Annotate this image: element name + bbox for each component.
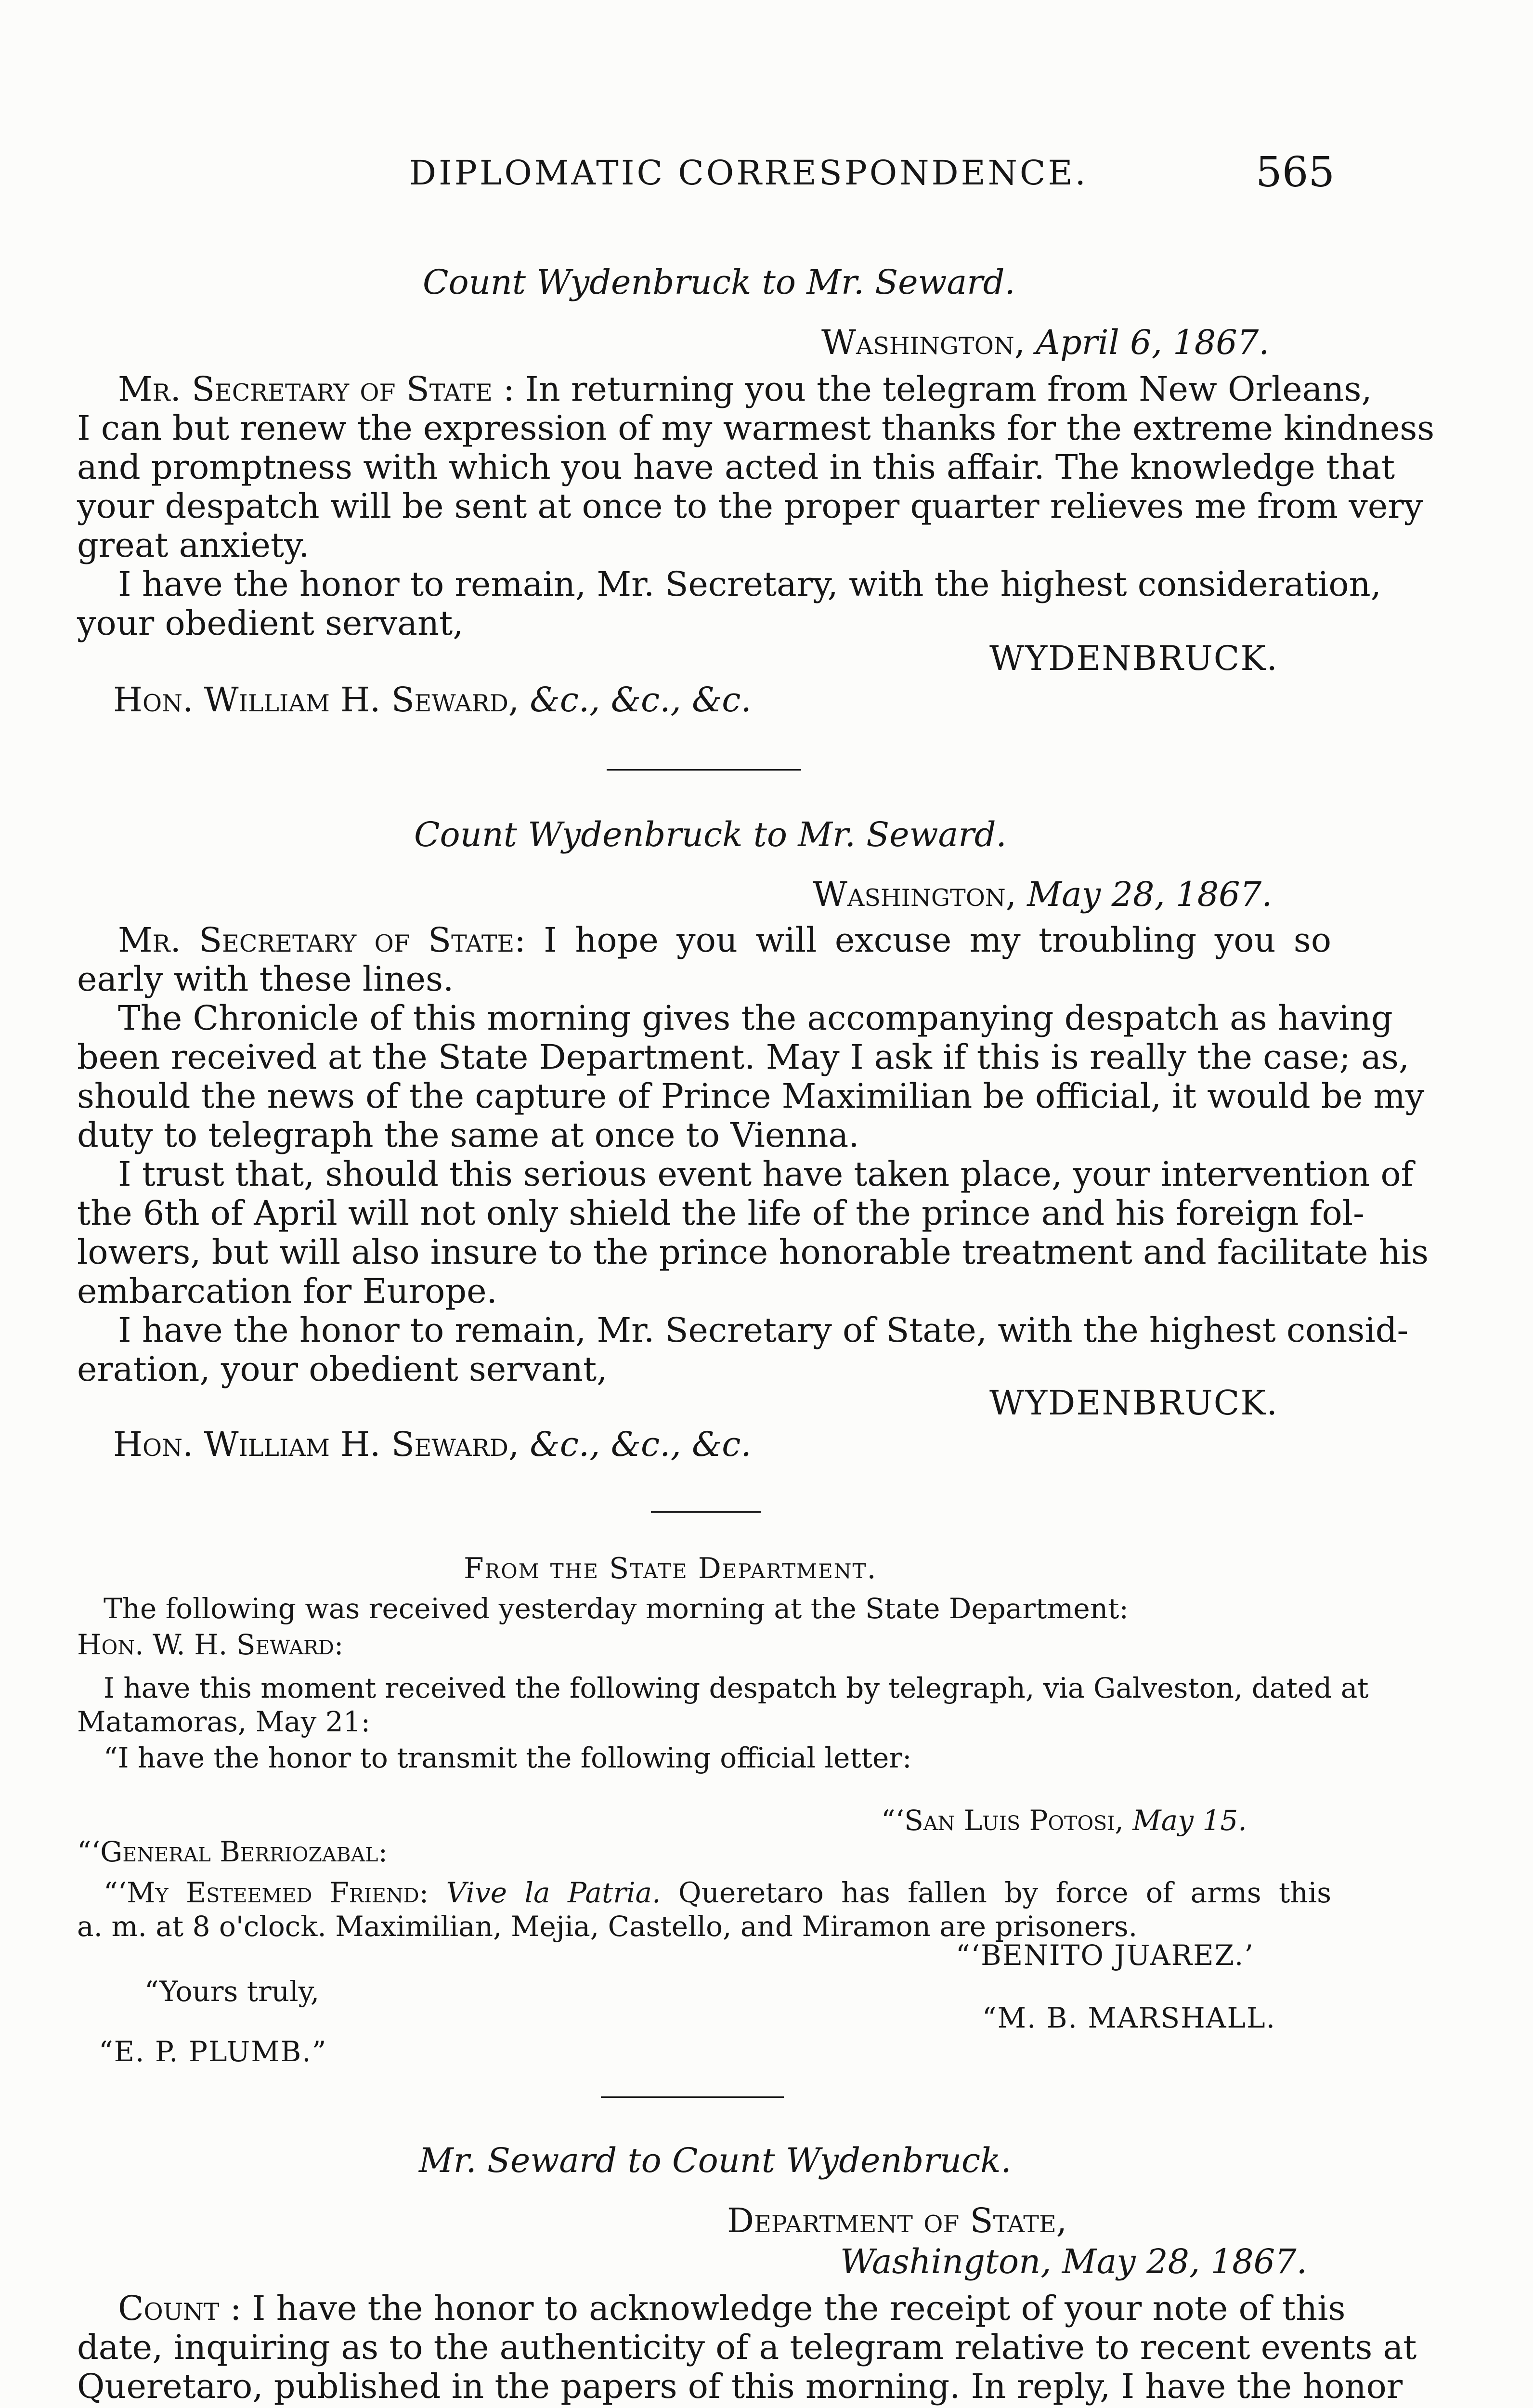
enclosure-friend-motto: Vive la Patria. [446, 1876, 661, 1909]
letter3-line-1 [118, 2289, 1346, 2328]
letter1-addressee-line [113, 681, 752, 720]
letter3-line-2: date, inquiring as to the authenticity of a telegram relative to recent events at [77, 2328, 1417, 2367]
letter1-line-4: your despatch will be sent at once to the proper quarter relieves me from very [77, 486, 1423, 526]
enclosure-sign-juarez: “‘BENITO JUAREZ.’ [956, 1939, 1254, 1972]
enclosure-line-4: Matamoras, May 21: [77, 1705, 371, 1738]
letter1-dateline [821, 323, 1270, 362]
letter1-line-3: and promptness with which you have acted in this affair. The knowledge that [77, 447, 1395, 487]
enclosure-heading: From the State Department. [464, 1552, 877, 1585]
enclosure-line-5: “I have the honor to transmit the following official letter: [104, 1741, 912, 1774]
letter3-line-3: Queretaro, published in the papers of this morning. In reply, I have the honor [77, 2367, 1403, 2406]
enclosure-friend-label: “‘My Esteemed Friend: [104, 1876, 429, 1909]
letter1-heading: Count Wydenbruck to Mr. Seward. [423, 262, 1015, 302]
enclosure-place: “‘San Luis Potosi, [881, 1804, 1124, 1837]
enclosure-date: May 15. [1132, 1804, 1247, 1837]
enclosure-line-2: Hon. W. H. Seward: [77, 1628, 344, 1661]
letter2-line-11: I have the honor to remain, Mr. Secretary of State, with the highest consid- [118, 1310, 1409, 1350]
enclosure-sign-marshall: “M. B. MARSHALL. [982, 2002, 1276, 2034]
letter1-line-7: your obedient servant, [77, 603, 464, 643]
enclosure-dateline [881, 1804, 1247, 1837]
letter1-line-6: I have the honor to remain, Mr. Secretary, with the highest consideration, [118, 564, 1381, 604]
letter3-date: May 28, 1867. [1062, 2242, 1307, 2281]
letter1-addressee: Hon. William H. Seward, [113, 680, 520, 720]
letter1-signature: WYDENBRUCK. [989, 639, 1278, 678]
enclosure-line-3: I have this moment received the following despatch by telegraph, via Galveston, dated at [104, 1672, 1369, 1704]
separator-rule-short [651, 1511, 761, 1513]
enclosure-greeting: “‘General Berriozabal: [77, 1835, 388, 1868]
enclosure-sign-plumb: “E. P. PLUMB.” [99, 2035, 327, 2068]
letter1-line-2: I can but renew the expression of my warmest thanks for the extreme kindness [77, 408, 1435, 448]
separator-rule [607, 769, 801, 771]
letter2-line-4: been received at the State Department. May I ask if this is really the case; as, [77, 1037, 1410, 1077]
letter2-addressee: Hon. William H. Seward, [113, 1425, 520, 1464]
letter2-line-5: should the news of the capture of Prince Maximilian be official, it would be my [77, 1076, 1425, 1116]
letter2-text-1: I hope you will excuse my troubling you so [544, 920, 1331, 960]
letter2-heading: Count Wydenbruck to Mr. Seward. [414, 815, 1007, 854]
letter3-text-1: I have the honor to acknowledge the receipt of your note of this [252, 2289, 1346, 2328]
letter2-signature: WYDENBRUCK. [989, 1383, 1278, 1423]
letter1-text-1: In returning you the telegram from New Orleans, [525, 369, 1372, 409]
letter1-etc: &c., &c., &c. [530, 680, 752, 720]
letter3-heading: Mr. Seward to Count Wydenbruck. [419, 2141, 1012, 2180]
letter2-line-7: I trust that, should this serious event have taken place, your intervention of [118, 1154, 1414, 1194]
letter2-line-9: lowers, but will also insure to the prince honorable treatment and facilitate his [77, 1232, 1429, 1272]
page-number: 565 [1256, 148, 1335, 196]
letter1-salutation: Mr. Secretary of State : [118, 369, 515, 409]
letter3-dept: Department of State, [727, 2201, 1067, 2240]
letter2-line-12: eration, your obedient servant, [77, 1349, 608, 1389]
letter2-line-10: embarcation for Europe. [77, 1271, 497, 1311]
enclosure-line-1: The following was received yesterday morning at the State Department: [104, 1592, 1129, 1625]
separator-rule-2 [601, 2096, 784, 2098]
letter3-salutation: Count : [118, 2289, 242, 2328]
letter2-line-3: The Chronicle of this morning gives the accompanying despatch as having [118, 998, 1393, 1038]
letter1-line-1 [118, 369, 1372, 409]
enclosure-friend-line [104, 1876, 1331, 1910]
letter1-line-5: great anxiety. [77, 525, 310, 565]
enclosure-line-prisoners: a. m. at 8 o'clock. Maximilian, Mejia, Castello, and Miramon are prisoners. [77, 1910, 1138, 1943]
letter2-etc: &c., &c., &c. [530, 1425, 752, 1464]
letter2-line-8: the 6th of April will not only shield the life of the prince and his foreign fol- [77, 1193, 1364, 1233]
letter2-line-2: early with these lines. [77, 959, 454, 999]
letter2-line-6: duty to telegraph the same at once to Vienna. [77, 1115, 859, 1155]
letter2-place: Washington, [813, 875, 1016, 914]
letter3-dateline [840, 2242, 1307, 2281]
running-header: DIPLOMATIC CORRESPONDENCE. [409, 153, 1088, 193]
letter2-line-1 [118, 921, 1331, 960]
letter2-date: May 28, 1867. [1027, 875, 1273, 914]
letter2-salutation: Mr. Secretary of State: [118, 920, 526, 960]
letter3-place: Washington, [840, 2242, 1052, 2281]
letter2-addressee-line [113, 1425, 752, 1464]
letter1-place: Washington, [821, 323, 1025, 362]
enclosure-yours: “Yours truly, [144, 1975, 320, 2008]
letter2-dateline [813, 875, 1272, 914]
letter1-date: April 6, 1867. [1036, 323, 1270, 362]
enclosure-friend-text: Queretaro has fallen by force of arms this [678, 1876, 1332, 1909]
